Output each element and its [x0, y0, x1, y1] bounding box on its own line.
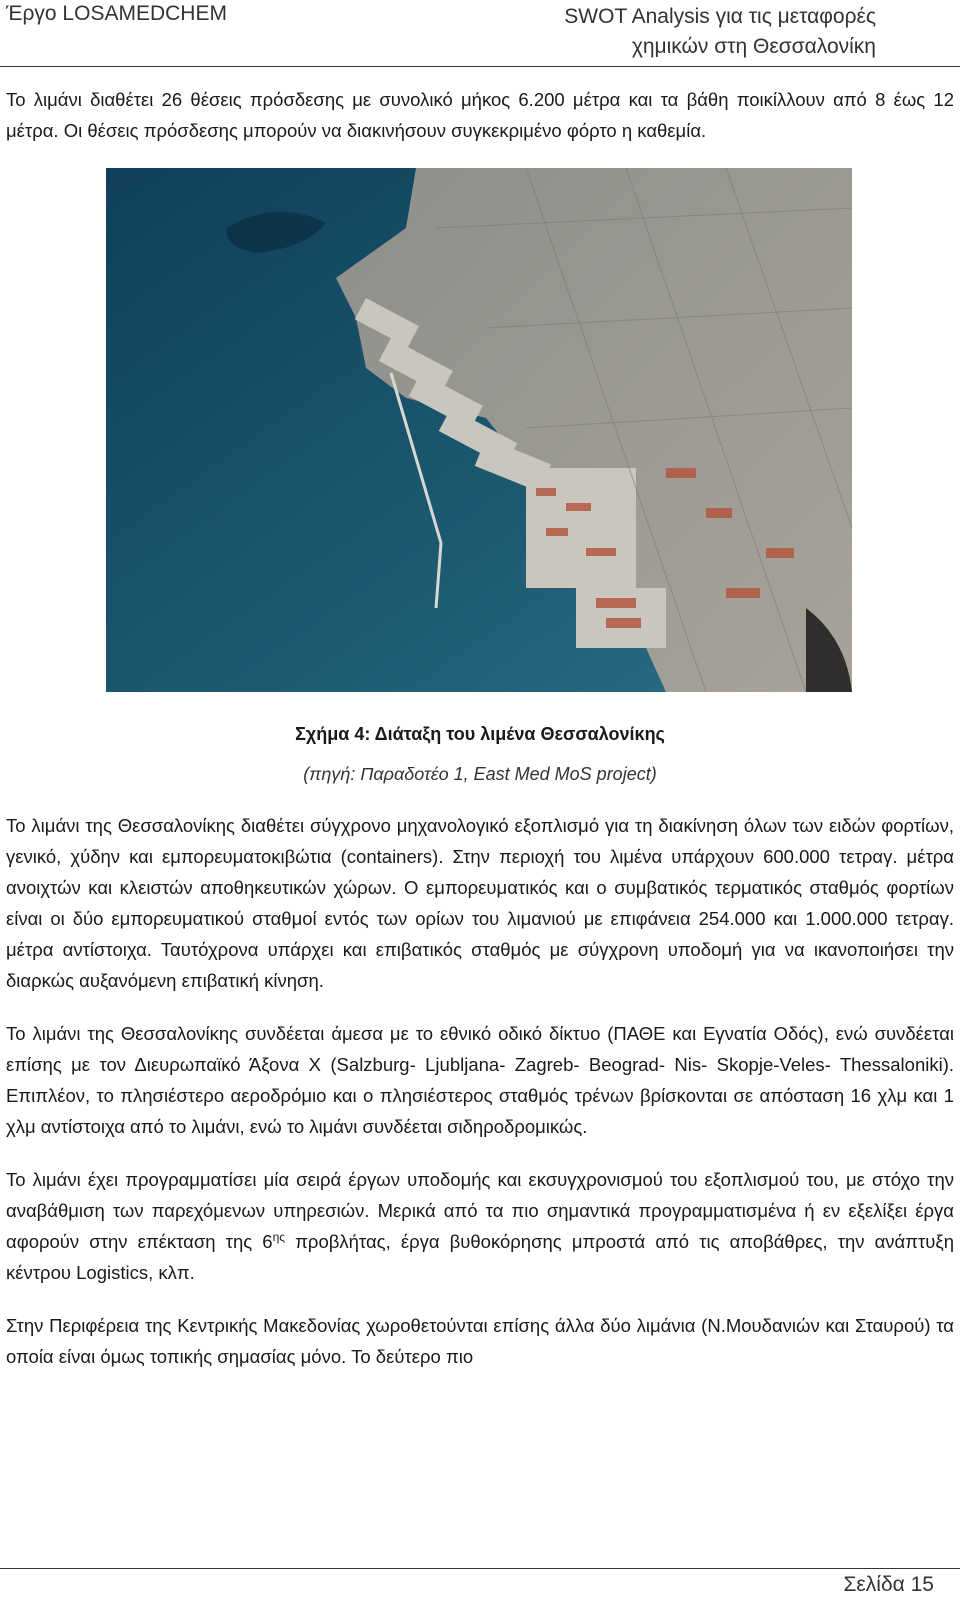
paragraph-other-ports: Στην Περιφέρεια της Κεντρικής Μακεδονίας χωροθετούνται επίσης άλλα δύο λιμάνια (Ν.Μουδανιών και Σταυρού) τα οποία είναι όμως τοπικής σημασίας μόνο. Το δεύτερο πιο	[6, 1315, 954, 1367]
figure-caption-source: (πηγή: Παραδοτέο 1, East Med MoS project)	[303, 764, 657, 784]
page-content	[6, 84, 954, 1394]
page-number: Σελίδα 15	[843, 1573, 934, 1596]
paragraph-connections: Το λιμάνι της Θεσσαλονίκης συνδέεται άμεσα με το εθνικό οδικό δίκτυο (ΠΑΘΕ και Εγνατία Οδός), ενώ συνδέεται επίσης με τον Διευρωπαϊκό Άξονα Χ (Salzburg- Ljubljana- Zagreb- Beograd- Nis- Skopje-Veles- Thessaloniki). Επιπλέον, το πλησιέστερο αεροδρόμιο και ο πλησιέστερος σταθμός τρένων βρίσκονται σε απόσταση 16 χλμ και 1 χλμ αντίστοιχα από το λιμάνι, ενώ το λιμάνι συνδέεται σιδηροδρομικώς.	[6, 1023, 954, 1137]
paragraph-projects	[6, 1164, 954, 1288]
figure-caption-title: Σχήμα 4: Διάταξη του λιμένα Θεσσαλονίκης	[295, 724, 665, 744]
ordinal-suffix: ης	[272, 1229, 286, 1244]
port-aerial-photo	[106, 168, 852, 692]
projects-text-part1: Το λιμάνι έχει προγραμματίσει μία σειρά έργων υποδομής και εκσυγχρονισμού του εξοπλισμού του, με στόχο την αναβάθμιση των παρεχόμενων υπηρεσιών. Μερικά από τα πιο σημαντικά προγραμματισμένα ή εν εξελίξει έργα αφορούν στην επέκταση της 6	[6, 1169, 954, 1252]
page-footer	[0, 1568, 960, 1608]
paragraph-equipment: Το λιμάνι της Θεσσαλονίκης διαθέτει σύγχρονο μηχανολογικό εξοπλισμό για τη διακίνηση όλων των ειδών φορτίων, γενικό, χύδην και εμπορευματοκιβώτια (containers). Στην περιοχή του λιμένα υπάρχουν 600.000 τετραγ. μέτρα ανοιχτών και κλειστών αποθηκευτικών χώρων. Ο εμπορευματικός και ο συμβατικός τερματικός σταθμός φορτίων είναι οι δύο εμπορευματικού σταθμοί εντός των ορίων του λιμανιού με επιφάνεια 254.000 και 1.000.000 τετραγ. μέτρα αντίστοιχα. Ταυτόχρονα υπάρχει και επιβατικός σταθμός με σύγχρονη υποδομή για να ικανοποιήσει την διαρκώς αυξανόμενη επιβατική κίνηση.	[6, 815, 954, 991]
header-document-title	[564, 2, 876, 62]
header-title-line1: SWOT Analysis για τις μεταφορές	[564, 5, 876, 28]
projects-text-part2: προβλήτας, έργα βυθοκόρησης μπροστά από τις αποβάθρες, την ανάπτυξη κέντρου Logistics, κλπ.	[6, 1231, 954, 1283]
page-header	[0, 0, 960, 67]
header-title-line2: χημικών στη Θεσσαλονίκη	[631, 35, 876, 58]
paragraph-berths: Το λιμάνι διαθέτει 26 θέσεις πρόσδεσης με συνολικό μήκος 6.200 μέτρα και τα βάθη ποικίλλουν από 8 έως 12 μέτρα. Οι θέσεις πρόσδεσης μπορούν να διακινήσουν συγκεκριμένο φόρτο η καθεμία.	[6, 89, 954, 141]
figure-port-layout	[6, 168, 954, 692]
header-project-title: Έργο LOSAMEDCHEM	[6, 2, 227, 25]
